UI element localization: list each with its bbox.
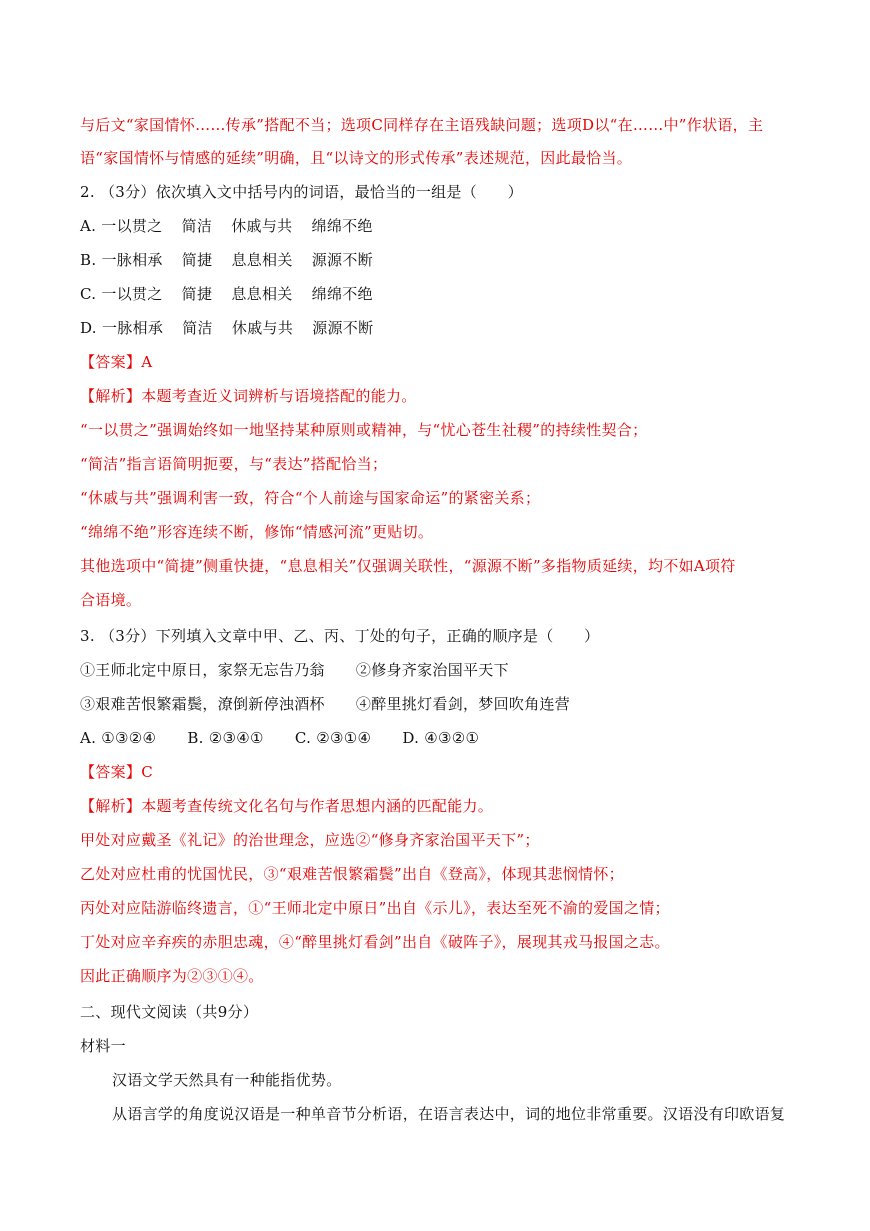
sentence-2: ②修身齐家治国平天下 bbox=[355, 661, 509, 679]
question-2-analysis-line: 合语境。 bbox=[80, 591, 142, 609]
option-letter: A. bbox=[80, 217, 97, 235]
question-3-analysis-line: 丁处对应辛弃疾的赤胆忠魂，④“醉里挑灯看剑”出自《破阵子》，展现其戎马报国之志。 bbox=[80, 933, 670, 951]
option-word: 息息相关 bbox=[231, 285, 293, 303]
paragraph: 从语言学的角度说汉语是一种单音节分析语，在语言表达中，词的地位非常重要。汉语没有印欧语复 bbox=[112, 1105, 786, 1123]
option-word: 源源不断 bbox=[312, 319, 374, 337]
question-3-options bbox=[80, 728, 795, 748]
question-2-option-d bbox=[80, 318, 795, 338]
option-word: 一以贯之 bbox=[101, 217, 163, 235]
option-word: 简洁 bbox=[181, 217, 213, 235]
question-3-analysis-line: 【解析】本题考查传统文化名句与作者思想内涵的匹配能力。 bbox=[80, 797, 494, 815]
question-3-analysis-line: 因此正确顺序为②③①④。 bbox=[80, 967, 264, 985]
question-2-analysis-line: 【解析】本题考查近义词辨析与语境搭配的能力。 bbox=[80, 387, 417, 405]
paragraph: 汉语文学天然具有一种能指优势。 bbox=[112, 1071, 342, 1089]
sentence-4: ④醉里挑灯看剑，梦回吹角连营 bbox=[355, 695, 571, 713]
option-word: 休戚与共 bbox=[231, 217, 293, 235]
option-word: 一脉相承 bbox=[101, 251, 163, 269]
question-3-analysis-line: 乙处对应杜甫的忧国忧民，③“艰难苦恨繁霜鬓”出自《登高》，体现其悲悯情怀； bbox=[80, 865, 624, 883]
question-2-answer: 【答案】A bbox=[80, 353, 153, 371]
option-letter: D. bbox=[80, 319, 97, 337]
option-word: 息息相关 bbox=[231, 251, 293, 269]
option-d: D. ④③②① bbox=[402, 729, 480, 747]
question-3-analysis-line: 甲处对应戴圣《礼记》的治世理念，应选②“修身齐家治国平天下”； bbox=[80, 831, 540, 849]
option-word: 简捷 bbox=[181, 285, 213, 303]
option-a: A. ①③②④ bbox=[80, 729, 157, 747]
question-2-analysis-line: 其他选项中“简捷”侧重快捷，“息息相关”仅强调关联性，“源源不断”多指物质延续，均不如A项符 bbox=[80, 557, 736, 575]
question-2-stem: 2. （3分）依次填入文中括号内的词语，最恰当的一组是（ ） bbox=[80, 183, 523, 201]
option-letter: B. bbox=[80, 251, 97, 269]
question-3-sentence-row-2 bbox=[80, 694, 795, 714]
option-word: 源源不断 bbox=[311, 251, 373, 269]
option-word: 一以贯之 bbox=[101, 285, 163, 303]
question-3-answer: 【答案】C bbox=[80, 763, 153, 781]
section-heading: 二、现代文阅读（共9分） bbox=[80, 1003, 259, 1021]
question-2-option-c bbox=[80, 284, 795, 304]
question-3-stem: 3. （3分）下列填入文章中甲、乙、丙、丁处的句子，正确的顺序是（ ） bbox=[80, 627, 600, 645]
option-word: 简洁 bbox=[182, 319, 213, 337]
option-word: 绵绵不绝 bbox=[311, 285, 373, 303]
question-2-analysis-line: “一以贯之”强调始终如一地坚持某种原则或精神，与“忧心苍生社稷”的持续性契合； bbox=[80, 421, 648, 439]
sentence-1: ①王师北定中原日，家祭无忘告乃翁 bbox=[80, 661, 325, 679]
question-2-analysis-line: “绵绵不绝”形容连续不断，修饰“情感河流”更贴切。 bbox=[80, 523, 434, 541]
option-word: 一脉相承 bbox=[101, 319, 164, 337]
option-b: B. ②③④① bbox=[187, 729, 264, 747]
prev-analysis-line-1: 与后文“家国情怀……传承”搭配不当；选项C同样存在主语残缺问题；选项D以“在……中”作状语，主 bbox=[80, 116, 764, 134]
option-letter: C. bbox=[80, 285, 97, 303]
option-c: C. ②③①④ bbox=[294, 729, 372, 747]
question-2-analysis-line: “休戚与共”强调利害一致，符合“个人前途与国家命运”的紧密关系； bbox=[80, 489, 541, 507]
question-2-option-a bbox=[80, 216, 795, 236]
sentence-3: ③艰难苦恨繁霜鬓，潦倒新停浊酒杯 bbox=[80, 695, 325, 713]
option-word: 简捷 bbox=[181, 251, 213, 269]
question-3-sentence-row-1 bbox=[80, 660, 795, 680]
option-word: 绵绵不绝 bbox=[311, 217, 373, 235]
prev-analysis-line-2: 语“家国情怀与情感的延续”明确，且“以诗文的形式传承”表述规范，因此最恰当。 bbox=[80, 149, 633, 167]
option-word: 休戚与共 bbox=[231, 319, 294, 337]
material-label: 材料一 bbox=[80, 1037, 126, 1055]
question-3-analysis-line: 丙处对应陆游临终遗言，①“王师北定中原日”出自《示儿》，表达至死不渝的爱国之情； bbox=[80, 899, 670, 917]
question-2-option-b bbox=[80, 250, 795, 270]
question-2-analysis-line: “简洁”指言语简明扼要，与“表达”搭配恰当； bbox=[80, 455, 388, 473]
